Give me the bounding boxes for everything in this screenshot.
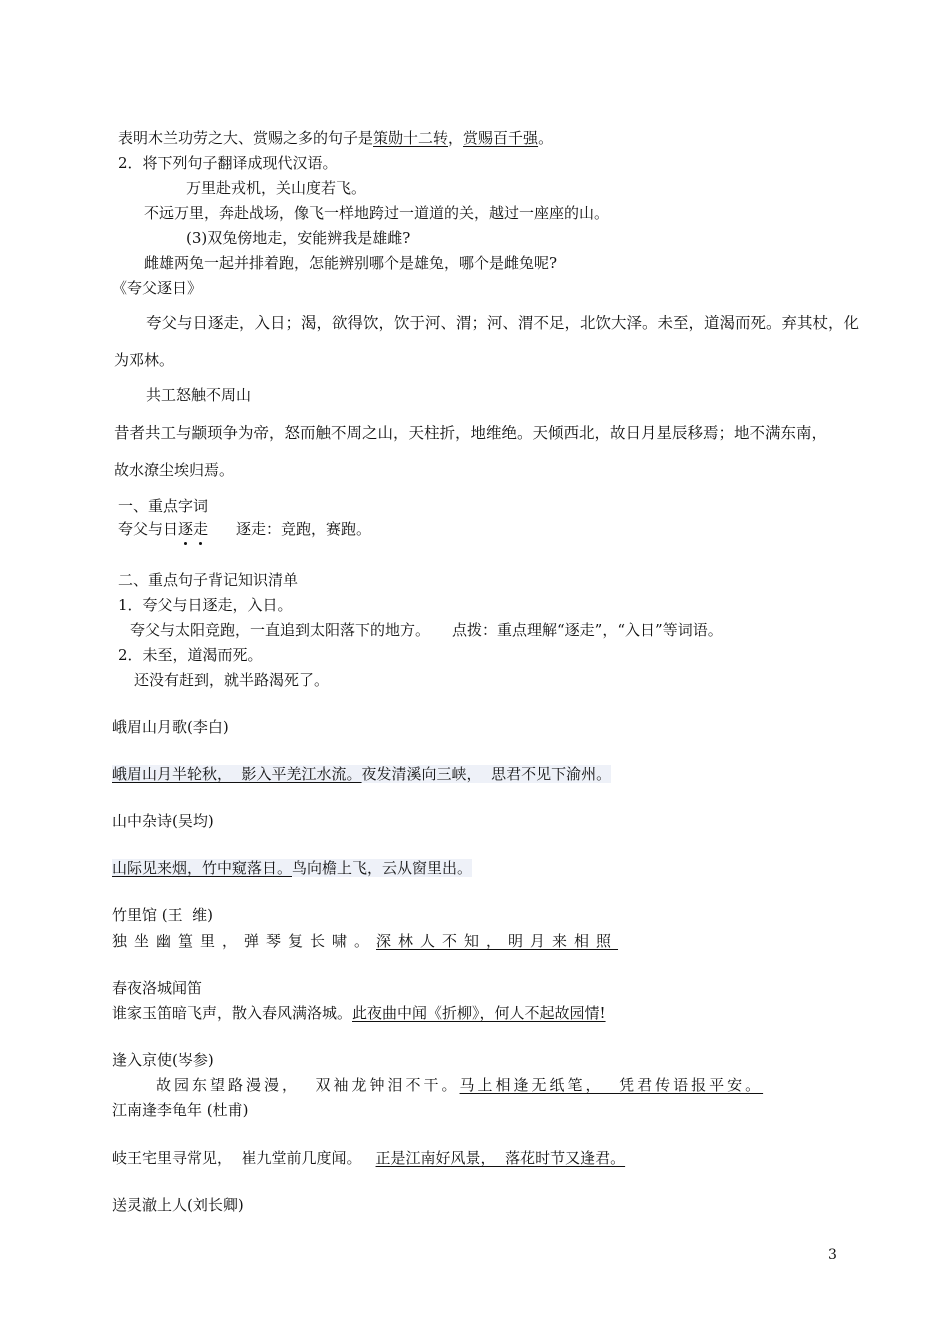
text-segment: 夸父与太阳竞跑，一直追到太阳落下的地方。: [130, 621, 431, 639]
key-word-line: [118, 519, 371, 539]
gloss-text: 逐走：竞跑，赛跑。: [236, 520, 372, 538]
tip-text: 点拨：重点理解“逐走”，“入日”等词语。: [452, 621, 723, 639]
question-2: 2．将下列句子翻译成现代汉语。: [118, 154, 338, 172]
text-segment: 表明木兰功劳之大、赏赐之多的句子是: [118, 129, 374, 147]
translation-line: 雌雄两兔一起并排着跑，怎能辨别哪个是雄兔，哪个是雌兔呢?: [144, 254, 558, 272]
sentence-item: 2．未至，道渴而死。: [118, 646, 263, 664]
section-title: 《夸父逐日》: [112, 279, 203, 297]
poem-title: 江南逢李龟年 (杜甫): [112, 1101, 249, 1119]
translation-line: [130, 620, 723, 640]
text-segment: 故园东望路漫漫， 双袖龙钟泪不干。: [156, 1076, 460, 1094]
translation-line: 还没有赶到，就半路渴死了。: [134, 671, 330, 689]
poem-title: 山中杂诗(吴均): [112, 812, 214, 830]
emphasized-char: 走: [193, 520, 209, 538]
underlined-phrase: 正是江南好风景， 落花时节又逢君。: [375, 1149, 626, 1167]
poem-line: [156, 1075, 763, 1095]
text-segment: 。: [538, 129, 554, 147]
underlined-phrase: 马上相逢无纸笔， 凭君传语报平安。: [459, 1076, 764, 1094]
underlined-phrase: 赏赐百千强: [463, 129, 539, 147]
text-segment: 独坐幽篁里，弹琴复长啸。: [112, 932, 377, 950]
poem-line: [112, 931, 618, 951]
underlined-phrase: 山际见来烟，竹中窥落日。: [112, 859, 293, 877]
poem-title: 春夜洛城闻笛: [112, 979, 203, 997]
paragraph-line: 为邓林。: [114, 351, 175, 369]
poem-title: 竹里馆 (王 维): [112, 906, 214, 924]
paragraph-line: 夸父与日逐走，入日；渴，欲得饮，饮于河、渭；河、渭不足，北饮大泽。未至，道渴而死。弃其杖，化: [146, 314, 860, 332]
poem-line: [112, 858, 472, 878]
quote-line: 万里赴戎机，关山度若飞。: [186, 179, 367, 197]
paragraph-line: 故水潦尘埃归焉。: [114, 461, 235, 479]
poem-title: 峨眉山月歌(李白): [112, 718, 229, 736]
text-segment: ，: [448, 129, 464, 147]
text-line-1: [118, 128, 553, 148]
section-heading: 一、重点字词: [118, 497, 209, 515]
underlined-phrase: 深林人不知，明月来相照: [376, 932, 619, 950]
poem-line: [112, 1148, 625, 1168]
section-heading: 二、重点句子背记知识清单: [118, 571, 299, 589]
sentence-item: 1．夸父与日逐走，入日。: [118, 596, 293, 614]
translation-line: 不远万里，奔赴战场，像飞一样地跨过一道道的关，越过一座座的山。: [144, 204, 610, 222]
poem-title: 送灵澈上人(刘长卿): [112, 1196, 244, 1214]
section-title: 共工怒触不周山: [146, 386, 252, 404]
page-number: 3: [828, 1247, 837, 1263]
text-segment: 谁家玉笛暗飞声，散入春风满洛城。: [112, 1004, 353, 1022]
poem-line: [112, 764, 611, 784]
text-segment: 夜发清溪向三峡， 思君不见下渝州。: [361, 765, 612, 783]
underlined-phrase: 策勋十二转: [373, 129, 449, 147]
underlined-phrase: 此夜曲中闻《折柳》，何人不起故园情!: [352, 1004, 606, 1022]
paragraph-line: 昔者共工与颛顼争为帝，怒而触不周之山，天柱折，地维绝。天倾西北，故日月星辰移焉；地不满东南，: [114, 424, 828, 442]
text-segment: 岐王宅里寻常见， 崔九堂前几度闻。: [112, 1149, 362, 1167]
quote-line: (3)双兔傍地走，安能辨我是雄雌?: [186, 229, 411, 247]
underlined-phrase: 峨眉山月半轮秋， 影入平羌江水流。: [112, 765, 362, 783]
emphasized-char: 逐: [178, 520, 194, 538]
text-segment: 鸟向檐上飞，云从窗里出。: [292, 859, 473, 877]
poem-line: [112, 1003, 606, 1023]
poem-title: 逢入京使(岑参): [112, 1051, 214, 1069]
text-segment: 夸父与日: [118, 520, 179, 538]
